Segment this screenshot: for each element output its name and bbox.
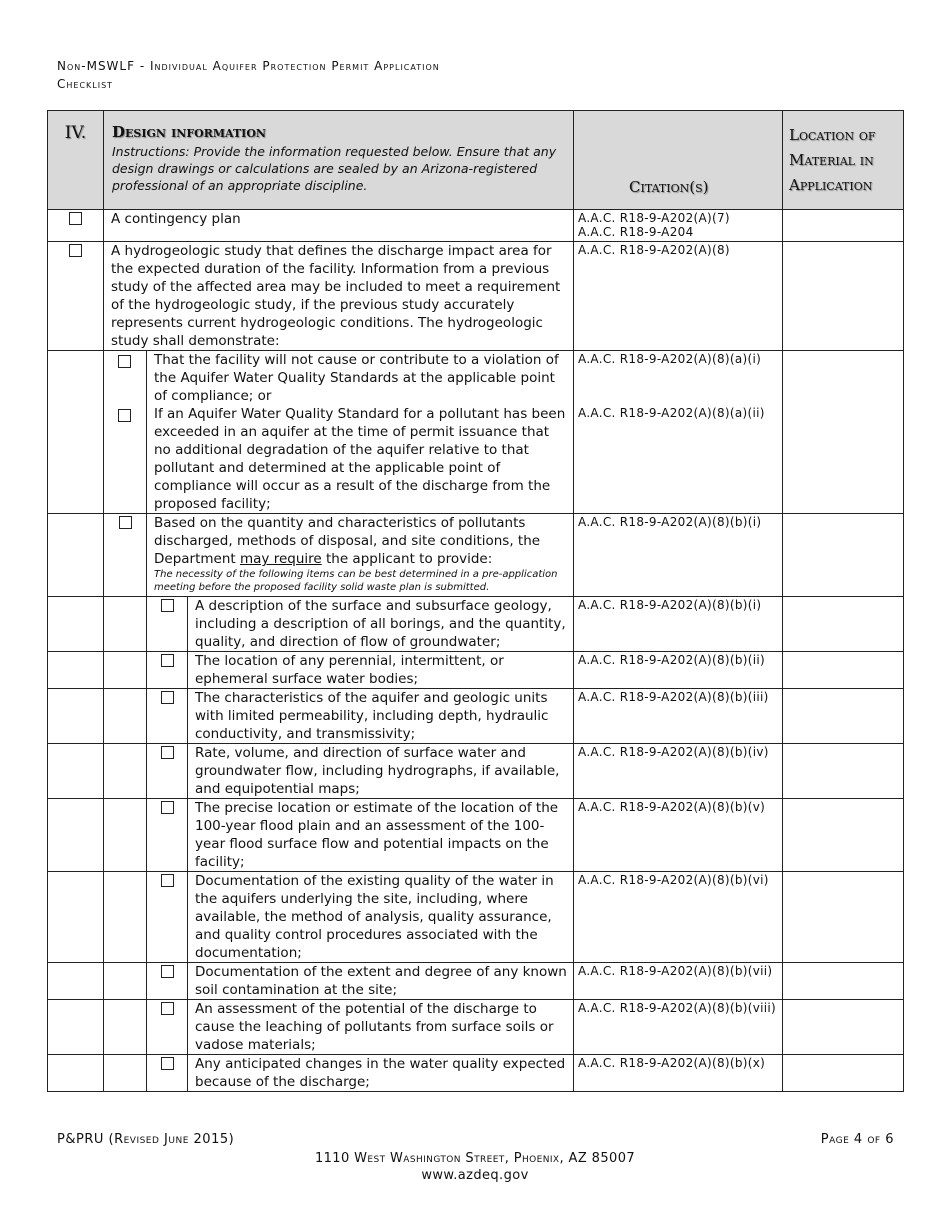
sub-item-text: The precise location or estimate of the location of the 100-year flood plain and an assessment of the 100-year flood surface flow and potential impacts on the facility; [188,799,574,872]
text-segment: Based on the quantity and characteristics of pollutants discharged, methods of disposal, and site conditions, the Department [154,515,541,567]
leaching-assessment-checkbox[interactable] [161,1002,174,1015]
location-cell[interactable] [783,351,904,514]
sub-item-text: The location of any perennial, intermittent, or ephemeral surface water bodies; [188,652,574,689]
table-row [48,872,904,963]
department-require-checkbox[interactable] [119,516,132,529]
no-degradation-citation: A.A.C. R18-9-A202(A)(8)(a)(ii) [578,406,765,420]
section-title: Design information [112,123,266,141]
sub-item-citation: A.A.C. R18-9-A202(A)(8)(b)(iii) [574,689,783,744]
footer-website[interactable]: www.azdeq.gov [421,1168,529,1183]
hydrogeologic-text: A hydrogeologic study that defines the discharge impact area for the expected duration of the facility. Information from a previous study of the affected area may be included to meet a requirement of the hydrogeologic study, if the previous study accurately represents current hydrogeologic conditions. The hydrogeologic study shall demonstrate: [104,242,574,351]
location-cell[interactable] [783,799,904,872]
sub-item-text: A description of the surface and subsurface geology, including a description of all borings, and the quantity, quality, and direction of flow of groundwater; [188,597,574,652]
soil-contamination-checkbox[interactable] [161,965,174,978]
geology-checkbox[interactable] [161,599,174,612]
header-title-line1: Non-MSWLF - Individual Aquifer Protection Permit Application [57,59,440,73]
contingency-citation [574,210,783,242]
citation-text: A.A.C. R18-9-A204 [578,225,694,239]
water-quality-docs-checkbox[interactable] [161,874,174,887]
sub-item-citation: A.A.C. R18-9-A202(A)(8)(b)(vi) [574,872,783,963]
table-row [48,1055,904,1092]
pre-application-note: The necessity of the following items can be best determined in a pre-application meeting before the proposed facility solid waste plan is submitted. [154,569,558,593]
table-row [48,242,904,351]
location-cell[interactable] [783,872,904,963]
contingency-text: A contingency plan [104,210,574,242]
section-instructions: Instructions: Provide the information requested below. Ensure that any design drawings or calculations are sealed by an Arizona-registered professional of an appropriate discipline. [112,144,557,193]
location-cell[interactable] [783,514,904,597]
sub-item-citation: A.A.C. R18-9-A202(A)(8)(b)(ii) [574,652,783,689]
aquifer-standards-citation: A.A.C. R18-9-A202(A)(8)(a)(i) [578,352,762,366]
location-cell[interactable] [783,652,904,689]
table-row [48,689,904,744]
location-cell[interactable] [783,597,904,652]
sub-item-citation: A.A.C. R18-9-A202(A)(8)(b)(viii) [574,1000,783,1055]
aquifer-standards-checkbox[interactable] [118,355,131,368]
table-row [48,652,904,689]
underlined-text: may require [239,551,322,567]
header-title-line2: Checklist [57,77,114,91]
table-row [48,210,904,242]
location-header: Location of Material in Application [783,111,904,210]
location-cell[interactable] [783,242,904,351]
location-cell[interactable] [783,689,904,744]
sub-item-citation: A.A.C. R18-9-A202(A)(8)(b)(x) [574,1055,783,1092]
text-segment: the applicant to provide: [321,551,493,567]
footer-page-number: Page 4 of 6 [820,1132,894,1147]
table-row [48,963,904,1000]
table-row [48,744,904,799]
footer-address-block [0,1150,950,1184]
sub-item-text: Any anticipated changes in the water quality expected because of the discharge; [188,1055,574,1092]
aquifer-characteristics-checkbox[interactable] [161,691,174,704]
location-cell[interactable] [783,963,904,1000]
table-row [48,514,904,597]
sub-item-text: The characteristics of the aquifer and geologic units with limited permeability, including depth, hydraulic conductivity, and transmissivity; [188,689,574,744]
design-info-header [104,111,574,210]
sub-item-text: Documentation of the existing quality of the water in the aquifers underlying the site, including, where available, the method of analysis, quality assurance, and quality control procedures associated with the documentation; [188,872,574,963]
location-cell[interactable] [783,1000,904,1055]
hydrogeologic-citation: A.A.C. R18-9-A202(A)(8) [574,242,783,351]
table-row [48,799,904,872]
sub-item-citation: A.A.C. R18-9-A202(A)(8)(b)(vii) [574,963,783,1000]
sub-item-citation: A.A.C. R18-9-A202(A)(8)(b)(iv) [574,744,783,799]
water-quality-changes-checkbox[interactable] [161,1057,174,1070]
surface-water-checkbox[interactable] [161,654,174,667]
design-information-table [47,110,904,1092]
sub-item-text: An assessment of the potential of the discharge to cause the leaching of pollutants from surface soils or vadose materials; [188,1000,574,1055]
sub-item-text: Documentation of the extent and degree of any known soil contamination at the site; [188,963,574,1000]
hydrogeologic-checkbox[interactable] [69,244,82,257]
sub-item-text: Rate, volume, and direction of surface water and groundwater flow, including hydrographs, if available, and equipotential maps; [188,744,574,799]
department-require-text [154,514,567,568]
page-header [57,57,440,93]
location-cell[interactable] [783,210,904,242]
citation-header: Citation(s) [574,111,783,210]
footer-address: 1110 West Washington Street, Phoenix, AZ 85007 [314,1151,636,1166]
no-degradation-checkbox[interactable] [118,409,131,422]
footer-revision: P&PRU (Revised June 2015) [57,1132,235,1147]
table-row [48,1000,904,1055]
table-row [48,597,904,652]
sub-item-citation: A.A.C. R18-9-A202(A)(8)(b)(i) [574,597,783,652]
department-require-citation: A.A.C. R18-9-A202(A)(8)(b)(i) [574,514,783,597]
table-row [48,351,904,514]
citation-text: A.A.C. R18-9-A202(A)(7) [578,211,730,225]
aquifer-standards-text: That the facility will not cause or contribute to a violation of the Aquifer Water Quality Standards at the applicable point of compliance; or [154,352,559,404]
contingency-checkbox[interactable] [69,212,82,225]
sub-item-citation: A.A.C. R18-9-A202(A)(8)(b)(v) [574,799,783,872]
location-cell[interactable] [783,744,904,799]
flood-plain-checkbox[interactable] [161,801,174,814]
location-cell[interactable] [783,1055,904,1092]
flow-rate-checkbox[interactable] [161,746,174,759]
section-number: IV. [48,111,104,210]
no-degradation-text: If an Aquifer Water Quality Standard for a pollutant has been exceeded in an aquifer at the time of permit issuance that no additional degradation of the aquifer relative to that pollutant and determined at the applicable point of compliance will occur as a result of the discharge from the proposed facility; [154,406,566,512]
